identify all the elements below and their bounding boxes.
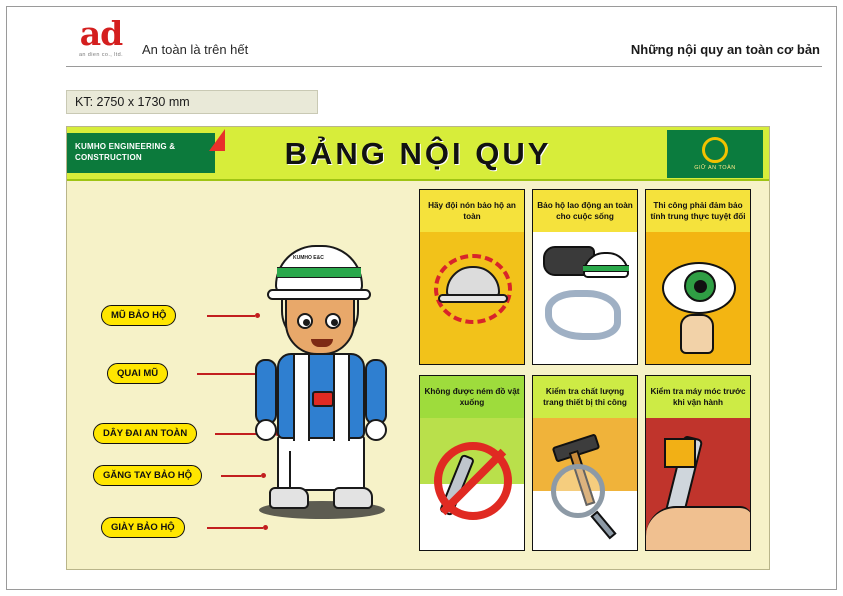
rule-card-wear-helmet[interactable]	[419, 189, 525, 365]
helmet-stripe-icon	[583, 265, 629, 272]
figure-harness-buckle	[312, 391, 334, 407]
poster-header-band	[67, 127, 769, 181]
eye-thumbsup-icon	[646, 232, 750, 364]
figure-left-pupil	[303, 319, 310, 326]
no-throwing-tools-icon	[420, 418, 524, 550]
figure-leg-split	[289, 451, 291, 491]
rule-card-title: Kiểm tra chất lượng trang thiết bị thi công	[533, 376, 637, 418]
rule-card-title: Không được ném đồ vật xuống	[420, 376, 524, 418]
company-logo	[70, 14, 132, 64]
callout-helmet: MŨ BẢO HỘ	[101, 305, 176, 326]
figure-right-eye	[325, 313, 341, 329]
figure-face	[285, 293, 355, 355]
hex-nut-icon	[664, 438, 696, 468]
worker-figure	[247, 235, 397, 535]
figure-vest-right-stripe	[333, 355, 350, 441]
figure-left-arm	[255, 359, 277, 425]
figure-mouth	[311, 339, 333, 347]
magnifier-hammer-icon	[533, 418, 637, 550]
rule-card-equipment-quality[interactable]	[532, 375, 638, 551]
rule-card-ppe-life[interactable]	[532, 189, 638, 365]
rule-card-machine-check[interactable]	[645, 375, 751, 551]
dimension-label: KT: 2750 x 1730 mm	[66, 90, 318, 114]
rule-card-title: Thi công phải đảm bảo tính trung thực tuyệt đối	[646, 190, 750, 232]
figure-vest-left-stripe	[293, 355, 310, 441]
figure-right-arm	[365, 359, 387, 425]
helmet-brim-icon	[438, 294, 508, 303]
eye-pupil-icon	[694, 280, 707, 293]
figure-helmet-brim	[267, 289, 371, 300]
rule-card-title: Bảo hộ lao động an toàn cho cuộc sống	[533, 190, 637, 232]
rule-card-no-throwing[interactable]	[419, 375, 525, 551]
boots-helmet-belt-icon	[533, 232, 637, 364]
figure-left-glove	[255, 419, 277, 441]
callout-boots: GIÀY BẢO HỘ	[101, 517, 185, 538]
document-title: Những nội quy an toàn cơ bản	[630, 42, 820, 57]
document-header	[60, 14, 820, 60]
callout-safety-belt: DÂY ĐAI AN TOÀN	[93, 423, 197, 444]
figure-right-pupil	[331, 319, 338, 326]
rule-card-title: Hãy đội nón bảo hộ an toàn	[420, 190, 524, 232]
kumho-brand-tag: KUMHO ENGINEERING & CONSTRUCTION	[67, 133, 215, 173]
safety-badge	[667, 130, 763, 178]
helmet-burst-icon	[420, 232, 524, 364]
figure-helmet-stripe	[277, 267, 361, 278]
badge-label: GIỮ AN TOÀN	[694, 165, 736, 171]
poster-canvas	[66, 126, 770, 570]
wrench-hand-icon	[646, 418, 750, 550]
worker-illustration-area	[79, 187, 409, 563]
logo-subtitle: an dien co., ltd.	[78, 52, 124, 58]
figure-left-eye	[297, 313, 313, 329]
thumbs-up-icon	[680, 314, 714, 354]
company-slogan: An toàn là trên hết	[142, 42, 249, 57]
figure-right-glove	[365, 419, 387, 441]
figure-helmet-brand: KUMHO E&C	[293, 255, 324, 261]
rule-card-honesty[interactable]	[645, 189, 751, 365]
hand-icon	[646, 506, 751, 550]
figure-left-boot	[269, 487, 309, 509]
badge-ring-icon	[702, 137, 728, 163]
header-divider	[66, 66, 822, 67]
logo-mark-text: ad	[79, 14, 123, 53]
callout-chinstrap: QUAI MŨ	[107, 363, 168, 384]
figure-right-boot	[333, 487, 373, 509]
rule-card-title: Kiểm tra máy móc trước khi vận hành	[646, 376, 750, 418]
safety-harness-icon	[545, 290, 621, 340]
callout-gloves: GĂNG TAY BẢO HỘ	[93, 465, 202, 486]
figure-torso	[277, 353, 365, 439]
poster-title: BẢNG NỘI QUY	[284, 136, 552, 171]
rule-card-grid	[419, 189, 759, 557]
